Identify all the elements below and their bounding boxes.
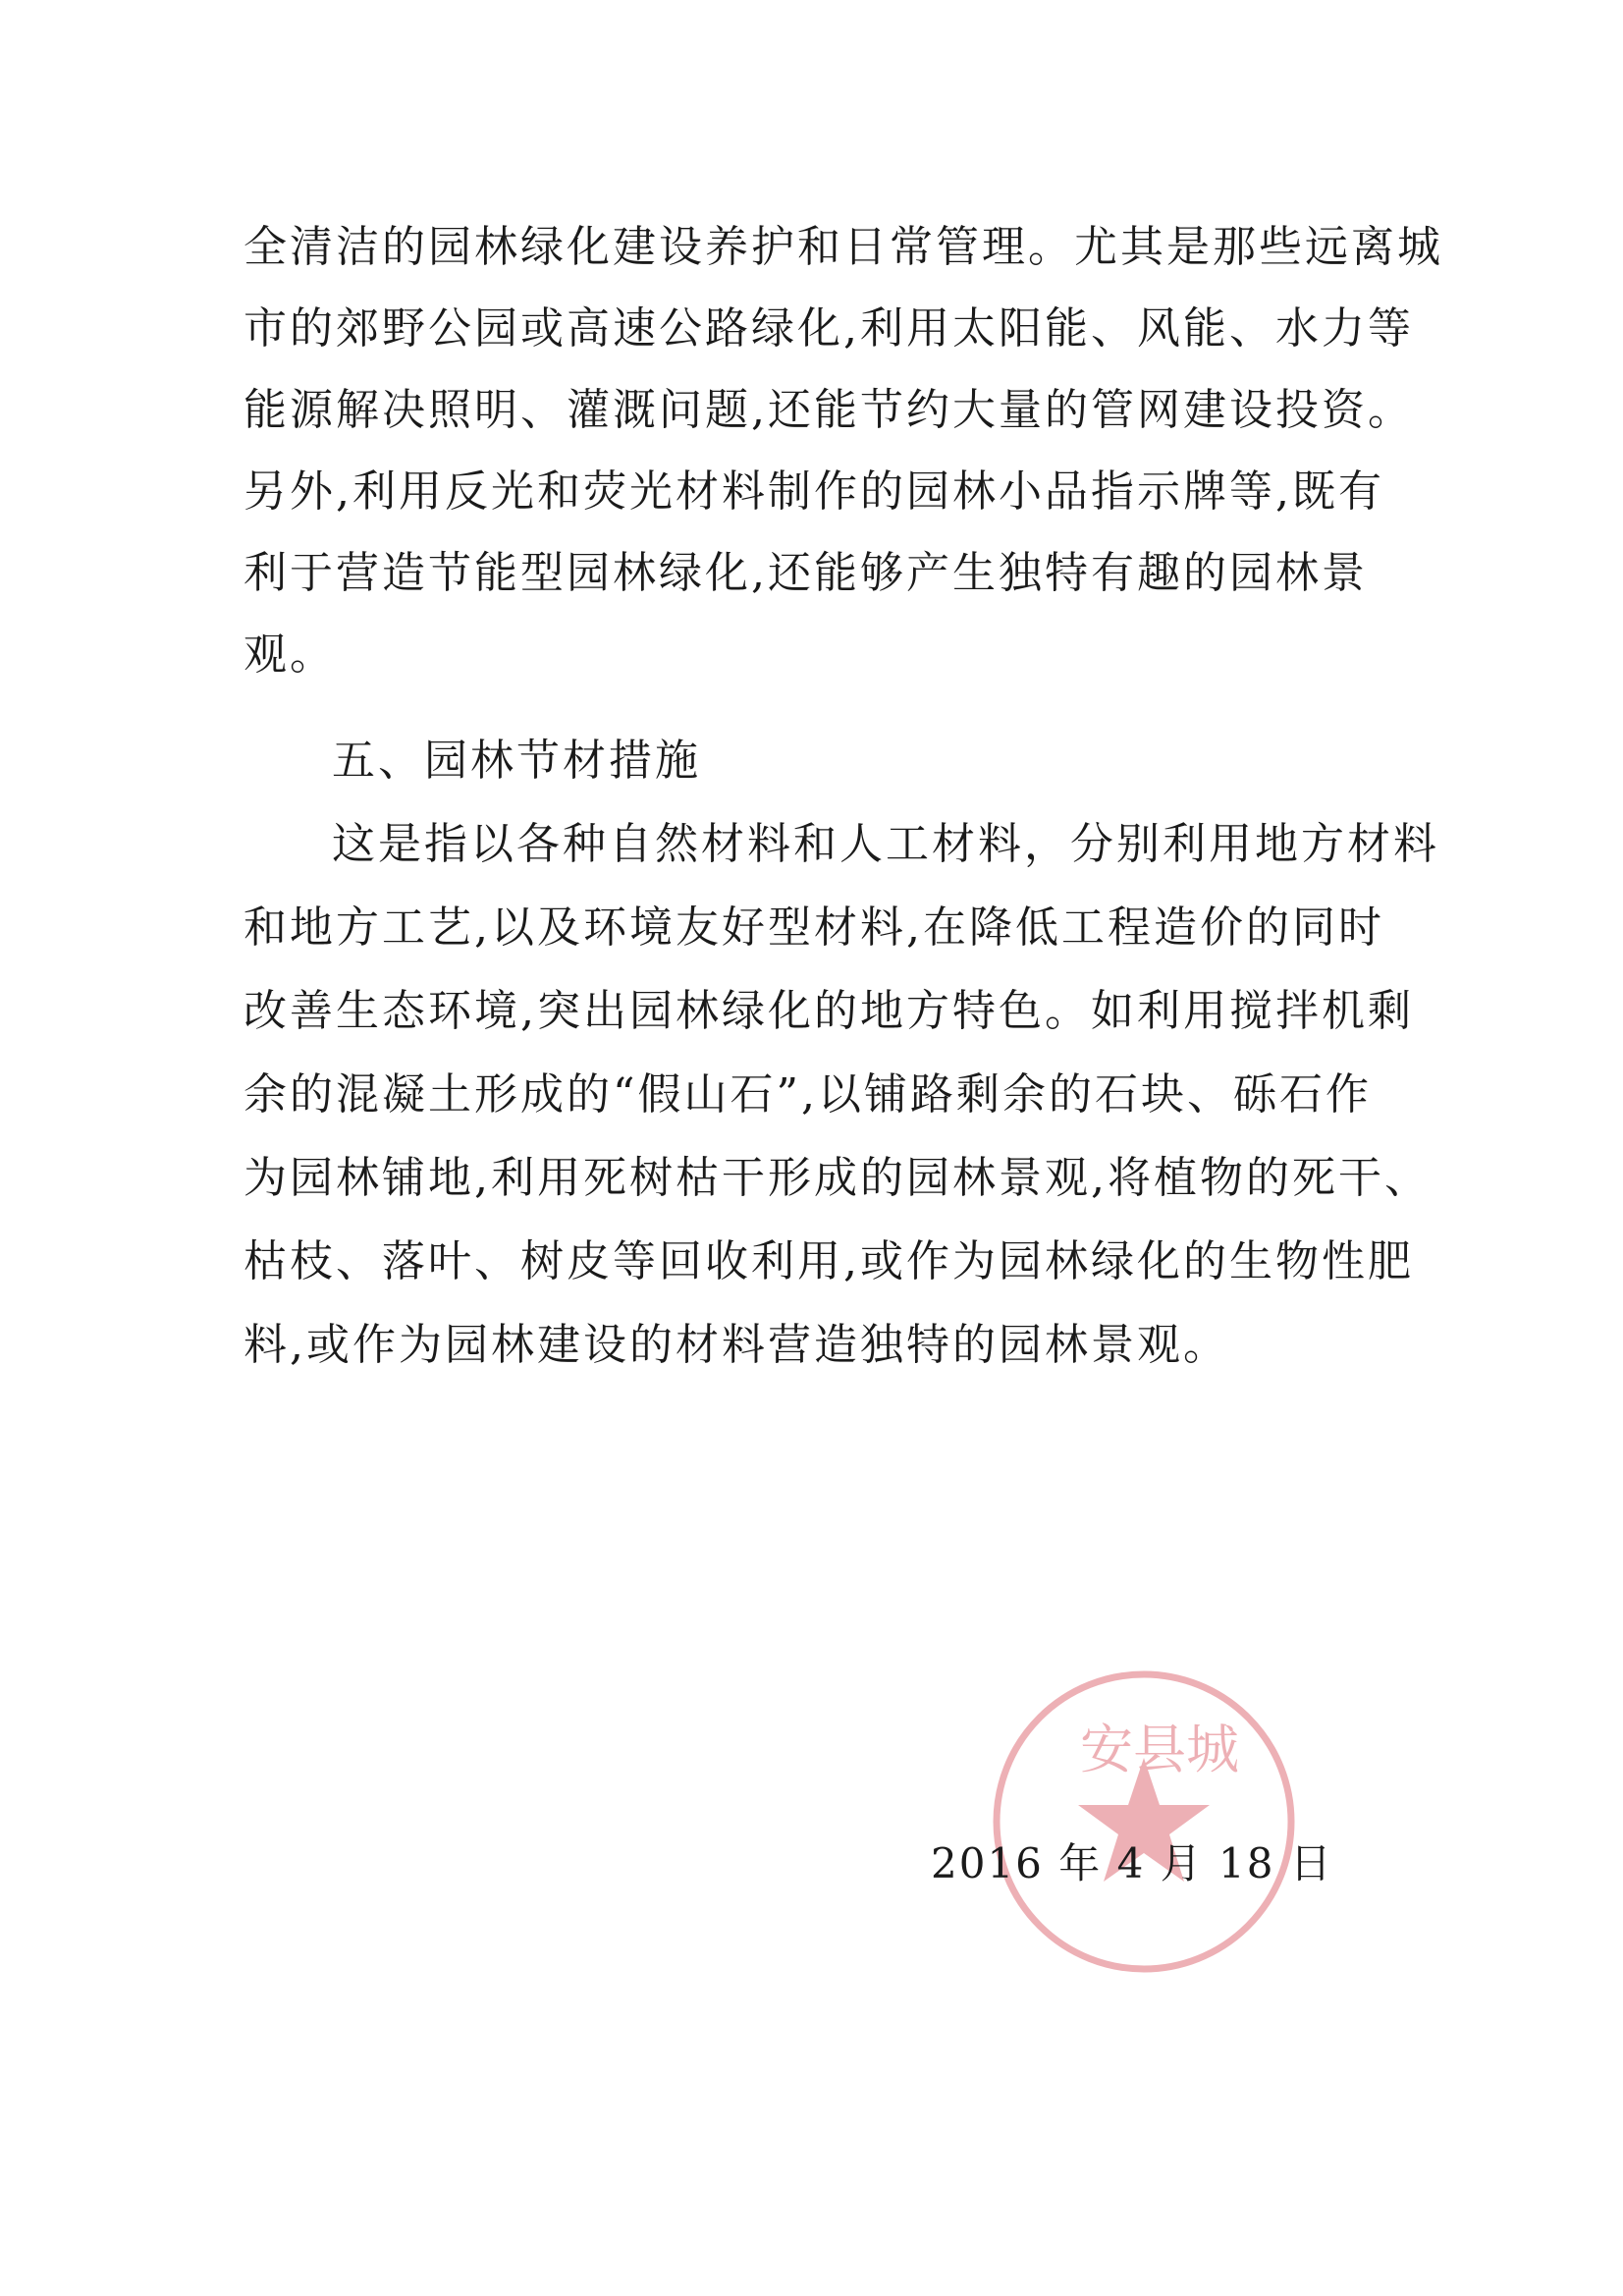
text-line: 料,或作为园林建设的材料营造独特的园林景观。 <box>243 1320 1229 1370</box>
text-line: 全清洁的园林绿化建设养护和日常管理。尤其是那些远离城 <box>243 222 1443 272</box>
text-line: 和地方工艺,以及环境友好型材料,在降低工程造价的同时 <box>243 902 1384 953</box>
text-line: 能源解决照明、灌溉问题,还能节约大量的管网建设投资。 <box>243 385 1414 435</box>
text-line: 观。 <box>243 629 336 680</box>
text-line: 市的郊野公园或高速公路绿化,利用太阳能、风能、水力等 <box>243 303 1414 354</box>
seal-lettering: 安县城 <box>1080 1719 1239 1780</box>
text-line: 利于营造节能型园林绿化,还能够产生独特有趣的园林景 <box>243 548 1368 598</box>
text-line: 枯枝、落叶、树皮等回收利用,或作为园林绿化的生物性肥 <box>243 1236 1414 1286</box>
text-line: 改善生态环境,突出园林绿化的地方特色。如利用搅拌机剩 <box>243 986 1414 1036</box>
official-seal-icon <box>982 1660 1306 1984</box>
text-line: 余的混凝土形成的“假山石”,以铺路剩余的石块、砾石作 <box>243 1069 1372 1120</box>
text-line: 为园林铺地,利用死树枯干形成的园林景观,将植物的死干、 <box>243 1153 1431 1203</box>
text-line: 这是指以各种自然材料和人工材料，分别利用地方材料 <box>332 819 1439 869</box>
text-line: 另外,利用反光和荧光材料制作的园林小品指示牌等,既有 <box>243 466 1384 517</box>
section-heading: 五、园林节材措施 <box>332 736 701 786</box>
document-date: 2016 年 4 月 18 日 <box>931 1839 1333 1887</box>
